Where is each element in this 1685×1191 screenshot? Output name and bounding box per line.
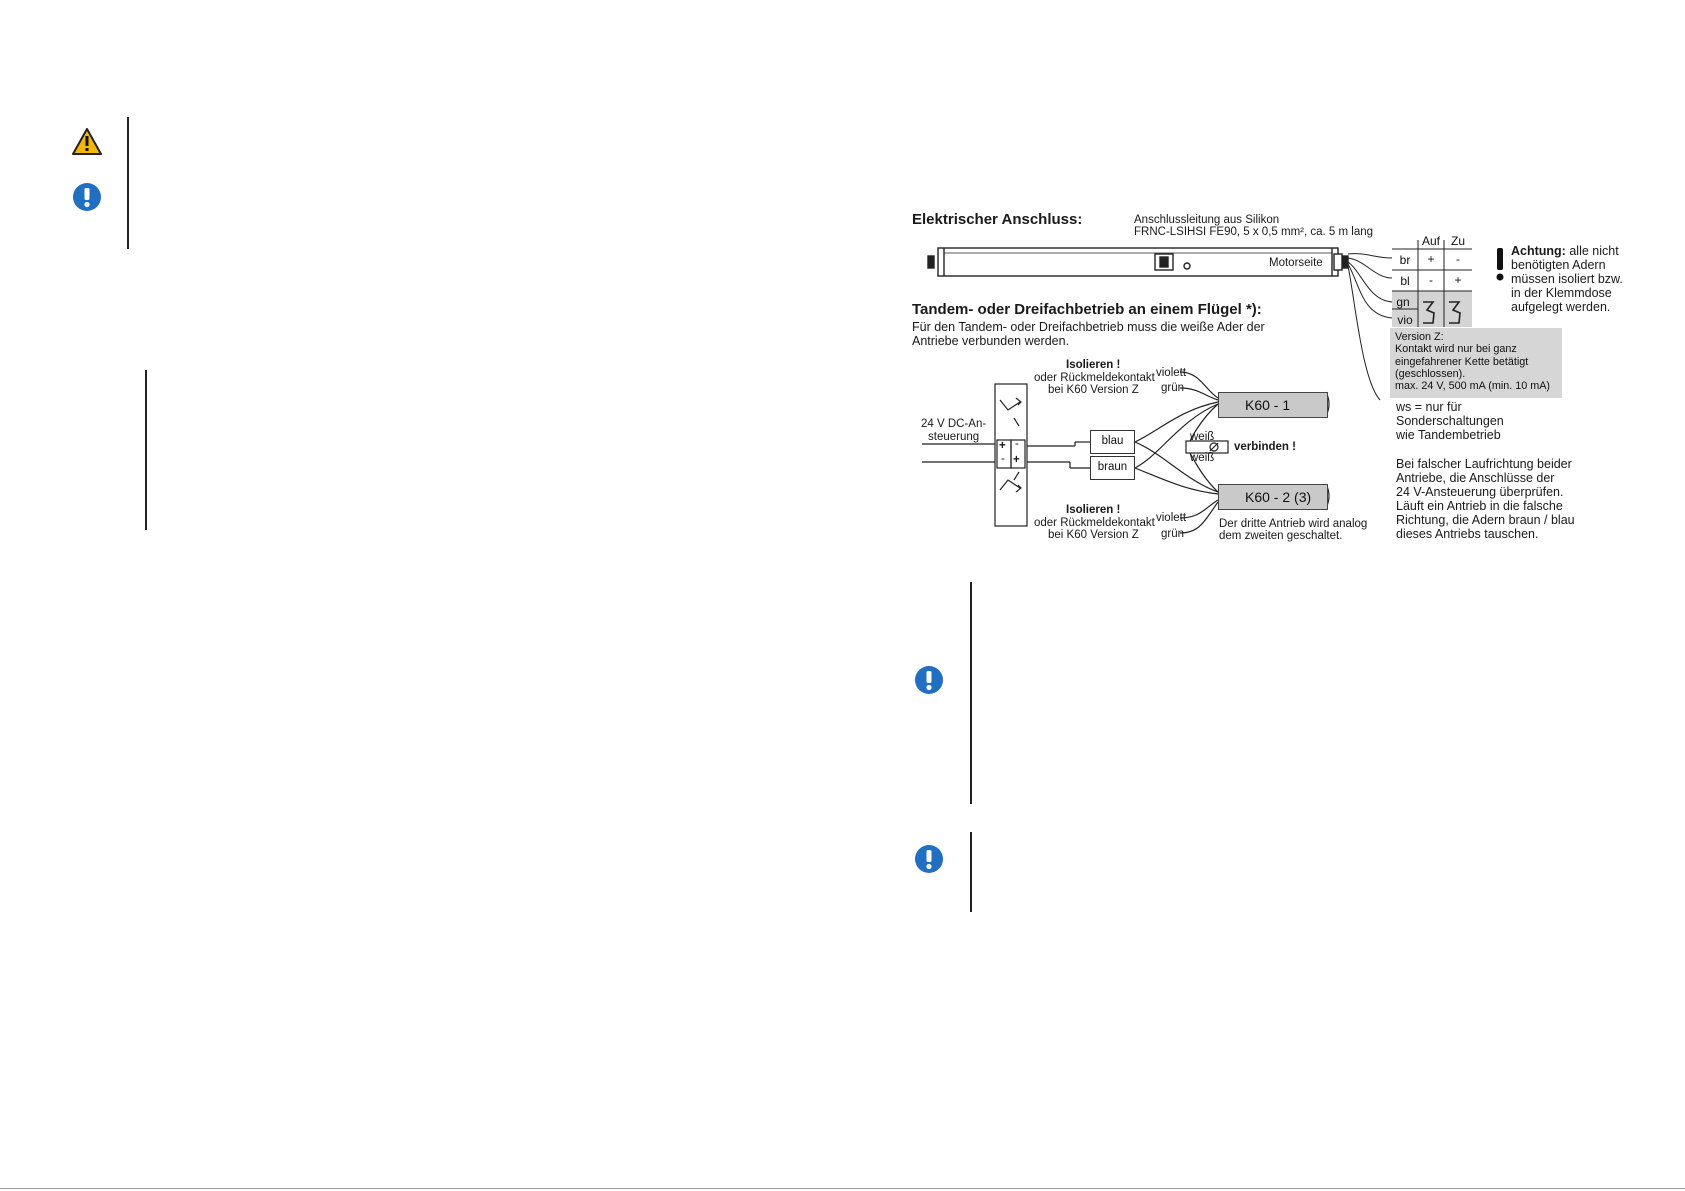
wire-bl: bl xyxy=(1400,274,1410,288)
terminal-plus-left: + xyxy=(999,440,1006,452)
dc-control-line2: steuerung xyxy=(928,431,980,443)
tandem-desc-line1: Für den Tandem- oder Dreifachbetrieb muss die weiße Ader der xyxy=(912,320,1265,334)
rueckmelde-top-line1: oder Rückmeldekontakt xyxy=(1034,372,1155,384)
drive-k60-2 xyxy=(1218,484,1328,510)
ws-note-line2: Sonderschaltungen xyxy=(1396,414,1504,428)
version-z-line: max. 24 V, 500 mA (min. 10 mA) xyxy=(1395,380,1551,393)
rueckmelde-bottom-line2: bei K60 Version Z xyxy=(1048,529,1139,541)
wire-violett-bottom: violett xyxy=(1156,512,1187,524)
achtung-line5: aufgelegt werden. xyxy=(1511,300,1611,314)
dc-control-line1: 24 V DC-An- xyxy=(921,418,987,430)
wrong-direction-line3: 24 V-Ansteuerung überprüfen. xyxy=(1396,485,1564,499)
achtung-line4: in der Klemmdose xyxy=(1511,286,1612,300)
third-drive-line2: dem zweiten geschaltet. xyxy=(1219,530,1343,542)
version-z-line: Version Z: xyxy=(1395,331,1444,343)
wire-bl-zu: + xyxy=(1454,273,1462,287)
attention-mark xyxy=(1497,248,1504,281)
wire-vio: vio xyxy=(1397,313,1413,327)
wire-braun-label: braun xyxy=(1097,461,1128,473)
achtung-line3: müssen isoliert bzw. xyxy=(1511,272,1623,286)
achtung-bold: Achtung: xyxy=(1511,244,1566,258)
table-header-auf: Auf xyxy=(1421,234,1440,248)
rueckmelde-bottom-line1: oder Rückmeldekontakt xyxy=(1034,517,1155,529)
drive-k60-1 xyxy=(1218,392,1328,418)
connection-cable xyxy=(1348,254,1392,400)
version-z-box xyxy=(1390,328,1562,398)
wire-weiss-top: weiß xyxy=(1190,431,1215,443)
isolieren-bottom: Isolieren ! xyxy=(1066,504,1121,516)
tandem-title: Tandem- oder Dreifachbetrieb an einem Flügel *): xyxy=(912,301,1262,318)
wire-br: br xyxy=(1399,253,1411,267)
achtung-title xyxy=(1511,244,1619,258)
achtung-line2: benötigten Adern xyxy=(1511,258,1606,272)
verbinden-label: verbinden ! xyxy=(1234,441,1296,453)
third-drive-line1: Der dritte Antrieb wird analog xyxy=(1219,518,1368,530)
cable-spec-line1: Anschlussleitung aus Silikon xyxy=(1134,214,1280,226)
table-header-zu: Zu xyxy=(1450,234,1465,248)
wire-br-zu: - xyxy=(1456,252,1460,266)
wire-gruen-top: grün xyxy=(1161,382,1185,394)
wrong-direction-line4: Läuft ein Antrieb in die falsche xyxy=(1396,499,1563,513)
achtung-line1: alle nicht xyxy=(1569,244,1619,258)
wrong-direction-line1: Bei falscher Laufrichtung beider xyxy=(1396,457,1572,471)
drive-k60-2-label: K60 - 2 (3) xyxy=(1245,489,1312,505)
wire-gn: gn xyxy=(1396,295,1410,309)
motor-side-label: Motorseite xyxy=(1269,257,1323,269)
wire-gruen-bottom: grün xyxy=(1161,528,1185,540)
version-z-line: Kontakt wird nur bei ganz xyxy=(1395,343,1517,356)
isolieren-top: Isolieren ! xyxy=(1066,359,1121,371)
ws-note-line1: ws = nur für xyxy=(1396,400,1462,414)
version-z-line: eingefahrener Kette betätigt xyxy=(1395,355,1529,368)
terminal-minus-left: - xyxy=(1001,453,1005,465)
rueckmelde-top-line2: bei K60 Version Z xyxy=(1048,384,1139,396)
terminal-plus-right: + xyxy=(1013,454,1020,466)
terminal-minus-right: - xyxy=(1015,438,1019,450)
wire-box-braun xyxy=(1090,456,1135,480)
wrong-direction-line6: dieses Antriebs tauschen. xyxy=(1396,527,1539,541)
cable-spec-line2: FRNC-LSIHSI FE90, 5 x 0,5 mm², ca. 5 m lang xyxy=(1134,226,1374,238)
wire-violett-top: violett xyxy=(1156,367,1187,379)
wire-weiss-bottom: weiß xyxy=(1190,452,1215,464)
wrong-direction-line2: Antriebe, die Anschlüsse der xyxy=(1396,471,1555,485)
diagram-title: Elektrischer Anschluss: xyxy=(912,211,1083,228)
wire-bl-auf: - xyxy=(1429,273,1433,287)
ws-note-line3: wie Tandembetrieb xyxy=(1396,428,1501,442)
wire-br-auf: + xyxy=(1427,252,1435,266)
wire-blau-label: blau xyxy=(1101,435,1124,447)
wrong-direction-line5: Richtung, die Adern braun / blau xyxy=(1396,513,1575,527)
wire-box-blau xyxy=(1090,430,1135,454)
tandem-desc-line2: Antriebe verbunden werden. xyxy=(912,334,1070,348)
drive-k60-1-label: K60 - 1 xyxy=(1245,397,1291,413)
version-z-line: (geschlossen). xyxy=(1395,367,1466,380)
